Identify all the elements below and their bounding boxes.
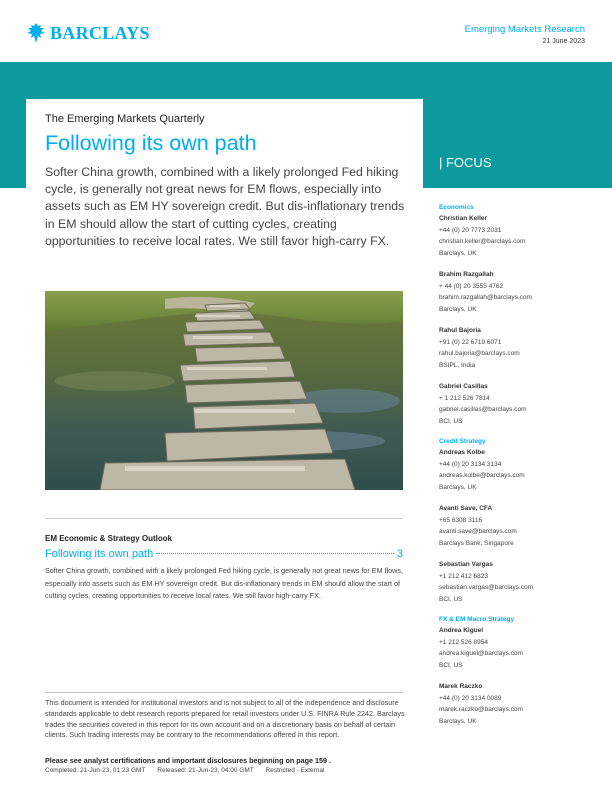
analyst-name: Gabriel Casillas [439,383,488,390]
barclays-logo [26,22,150,44]
analyst-phone: +44 (0) 20 3134 3134 [439,460,502,468]
released-time: Released: 21-Jun-23, 04:00 GMT [157,767,254,774]
analyst-location: Barclays Bank, Singapore [439,539,514,547]
analyst-phone: + 44 (0) 20 3555 4762 [439,282,504,290]
analyst-location: BCI, US [439,595,463,603]
analyst-email[interactable]: gabriel.casillas@barclays.com [439,406,527,413]
analyst-email[interactable]: sebastian.vargas@barclays.com [439,584,534,591]
analyst-contact [439,381,599,427]
analyst-name: Andreas Kolbe [439,449,485,456]
stepping-stones-photo [45,291,403,490]
analyst-email[interactable]: marek.raczko@barclays.com [439,706,523,713]
analyst-email[interactable]: brahim.razgallah@barclays.com [439,294,532,301]
analyst-phone: +91 (0) 22 6719 6071 [439,338,502,346]
analyst-name: Marek Raczko [439,683,483,690]
completed-time: Completed: 21-Jun-23, 01:23 GMT [45,767,146,774]
analyst-phone: + 1 212 526 7814 [439,394,490,402]
analyst-phone: +1 212 526 8954 [439,638,488,646]
release-info [45,767,334,774]
analyst-contact [439,615,599,671]
research-series: Emerging Markets Research [464,24,585,35]
toc-section-heading: EM Economic & Strategy Outlook [45,534,173,543]
analyst-contact [439,325,599,371]
team-label: Credit Strategy [439,438,486,445]
analyst-contact [439,437,599,493]
focus-label: | FOCUS [439,155,492,170]
analyst-contacts [439,203,599,737]
analyst-contact [439,269,599,315]
analyst-name: Brahim Razgallah [439,271,494,278]
analyst-name: Avanti Save, CFA [439,505,493,512]
divider [45,518,403,519]
analyst-phone: +44 (0) 20 7773 2031 [439,226,502,234]
divider [45,692,403,693]
toc-entry[interactable] [45,548,403,560]
analyst-location: BSIPL, India [439,361,476,369]
analyst-phone: +44 (0) 20 3134 0089 [439,694,502,702]
team-label: FX & EM Macro Strategy [439,616,515,623]
analyst-email[interactable]: avanti.save@barclays.com [439,528,517,535]
toc-page-number[interactable]: 3 [396,548,403,560]
analyst-location: Barclays, UK [439,483,477,491]
report-title: Following its own path [45,131,257,155]
analyst-location: BCI, US [439,417,463,425]
analyst-contact [439,203,599,259]
analyst-name: Andrea Kiguel [439,627,484,634]
analyst-location: Barclays, UK [439,305,477,313]
report-summary: Softer China growth, combined with a likely prolonged Fed hiking cycle, is generally not great news for EM flows, especially into assets such as EM HY sovereign credit. But dis-inflationary trends in EM should allow the start of cutting cycles, creating opportunities to receive local rates. We still favor high-carry FX. [45,165,405,248]
analyst-phone: +1 212 412 6823 [439,572,488,580]
analyst-email[interactable]: rahul.bajoria@barclays.com [439,350,520,357]
analyst-email[interactable]: andrea.kiguel@barclays.com [439,650,523,657]
analyst-location: Barclays, UK [439,717,477,725]
report-header [465,24,585,45]
analyst-contact [439,559,599,605]
report-date: 21 June 2023 [542,38,585,45]
analyst-email[interactable]: christian.keller@barclays.com [439,238,526,245]
analyst-location: Barclays, UK [439,249,477,257]
analyst-name: Sebastian Vargas [439,561,493,568]
team-label: Economics [439,204,474,211]
brand-name: BARCLAYS [50,22,150,43]
eagle-logo-icon [26,22,46,44]
toc-entry-summary: Softer China growth, combined with a likely prolonged Fed hiking cycle, is generally not great news for EM flows, especially into assets such as EM HY sovereign credit. But dis-inflationary trends in EM should allow the start of cutting cycles, creating opportunities to receive local rates. We still favor high-carry FX. [45,566,403,601]
disclaimer-text: This document is intended for institutional investors and is not subject to all of the independence and disclosure standards applicable to debt research reports prepared for retail investors under U.S. FINRA Rule 2242. Barclays trades the securities covered in this report for its own account and on a discretionary basis on behalf of certain clients. Such trading interests may be contrary to the recommendations offered in this report. [45,698,405,740]
analyst-certification-note: Please see analyst certifications and important disclosures beginning on page 159 . [45,756,331,765]
restriction-label: Restricted - External [265,767,325,774]
toc-entry-title[interactable]: Following its own path [45,548,154,560]
toc-leader-dots [156,553,394,554]
analyst-name: Rahul Bajoria [439,327,481,334]
analyst-location: BCI, US [439,661,463,669]
analyst-name: Christian Keller [439,215,488,222]
analyst-email[interactable]: andreas.kolbe@barclays.com [439,472,525,479]
analyst-contact [439,681,599,727]
publication-name: The Emerging Markets Quarterly [45,113,205,125]
analyst-contact [439,503,599,549]
analyst-phone: +65 6308 3116 [439,516,483,524]
